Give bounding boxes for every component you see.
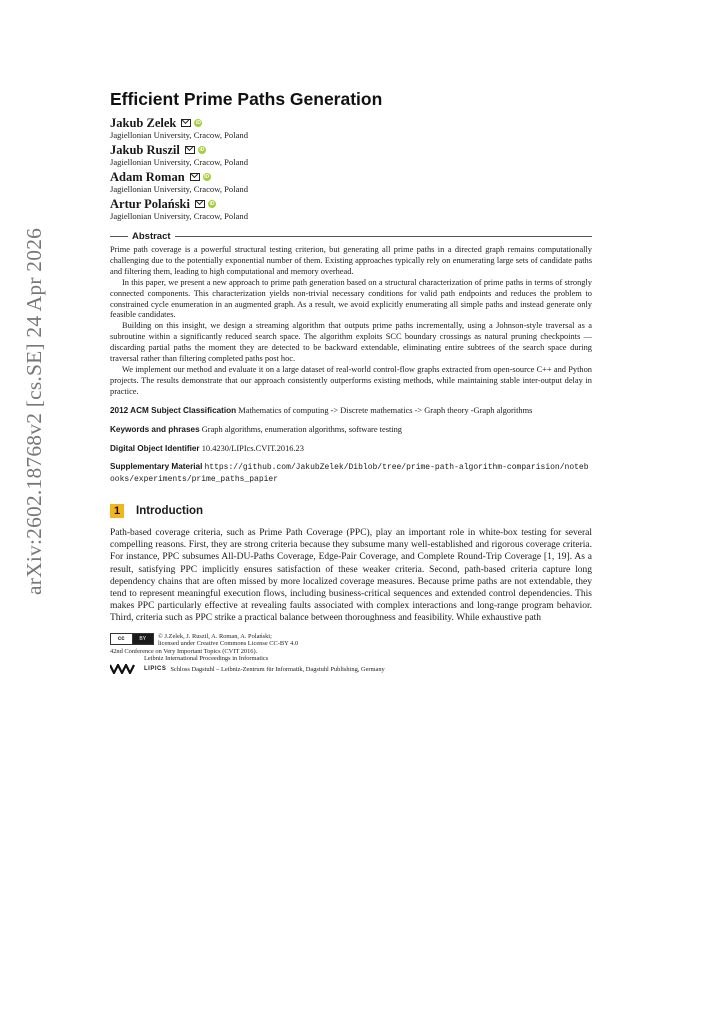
- license-footer: [110, 633, 592, 674]
- author-list: [110, 116, 592, 222]
- supplementary-label: Supplementary Material: [110, 462, 203, 472]
- doi: [110, 444, 592, 455]
- section-title: Introduction: [136, 505, 204, 518]
- section-number: 1: [110, 504, 124, 518]
- author-affiliation: Jagiellonian University, Cracow, Poland: [110, 184, 249, 194]
- abstract-paragraph: Prime path coverage is a powerful structural testing criterion, but generating all prime paths in a directed graph remains computationally challenging due to the potentially exponential number of them. Existing approaches typically rely on enumerating large sets of candidate paths and filtering them, leading to high computational and memory overhead.: [110, 245, 592, 276]
- doi-label: Digital Object Identifier: [110, 443, 200, 453]
- orcid-icon[interactable]: iD: [209, 201, 215, 207]
- by-icon: BY: [133, 634, 154, 644]
- introduction-paragraph: Path-based coverage criteria, such as Prime Path Coverage (PPC), play an important role in white-box testing for several compelling reasons. First, they are strong criteria because they subsume many well-established and rigorous coverage criteria. For instance, PPC subsumes All-DU-Paths Coverage, Edge-Pair Coverage, and Complete Round-Trip Coverage [1, 19]. As a result, satisfying PPC implicitly ensures satisfaction of these weaker criteria. Second, path-based criteria capture long dependency chains that are often missed by more localized coverage measures. Because prime paths are not extendable, they tend to represent meaningful execution flows, including business-critical sequences and extended control dependencies. This makes PPC particularly effective at revealing faults associated with complex interactions and long-range program behavior. Third, criteria such as PPC strike a practical balance between thoroughness and feasibility. While exhaustive path: [110, 528, 592, 623]
- author-affiliation: Jagiellonian University, Cracow, Poland: [110, 157, 249, 167]
- orcid-icon[interactable]: iD: [199, 147, 205, 153]
- series-line: Leibniz International Proceedings in Informatics: [144, 655, 269, 663]
- author-entry: [110, 143, 592, 168]
- abstract-header: [110, 231, 592, 242]
- acm-value: Mathematics of computing -> Discrete mathematics -> Graph theory -Graph algorithms: [238, 405, 533, 415]
- acm-label: 2012 ACM Subject Classification: [110, 405, 237, 415]
- abstract-title: Abstract: [132, 231, 171, 242]
- envelope-icon[interactable]: [181, 119, 191, 127]
- arxiv-id: arXiv:2602.18768v2 [cs.SE] 24 Apr 2026: [22, 227, 46, 595]
- section-heading: [110, 504, 592, 518]
- author-name: Adam Roman: [110, 170, 185, 184]
- author-affiliation: Jagiellonian University, Cracow, Poland: [110, 130, 249, 140]
- abstract-paragraph: We implement our method and evaluate it on a large dataset of real-world control-flow graphs extracted from open-source C++ and Python projects. The results demonstrate that our approach consistently outperforms existing methods, while maintaining stable inter-output delay in practice.: [110, 364, 592, 396]
- abstract-paragraph: Building on this insight, we design a streaming algorithm that outputs prime paths incrementally, using a Johnson-style traversal as a subroutine within a significantly reduced search space. The algorithm exploits SCC boundary crossings as natural pruning checkpoints — discarding partial paths the moment they are detected to be backward extendable, eliminating entire subtrees of the search space during traversal rather than filtering completed paths post hoc.: [110, 321, 592, 364]
- envelope-icon[interactable]: [185, 146, 195, 154]
- supplementary-link[interactable]: https://github.com/JakubZelek/Diblob/tree/prime-path-algorithm-comparision/notebooks/experiments/prime_paths_papier: [110, 463, 589, 485]
- orcid-icon[interactable]: iD: [204, 174, 210, 180]
- author-affiliation: Jagiellonian University, Cracow, Poland: [110, 211, 249, 221]
- supplementary-material: [110, 462, 592, 486]
- doi-value[interactable]: 10.4230/LIPIcs.CVIT.2016.23: [201, 443, 304, 453]
- abstract-paragraph: In this paper, we present a new approach to prime path generation based on a structural characterization of prime paths in terms of strongly connected components. This characterization yields non-trivial necessary conditions for valid path endpoints and reduces the problem to constrained cycle enumeration in an augmented graph. As a result, we avoid explicitly enumerating all simple paths and instead generate only feasible candidates.: [110, 277, 592, 320]
- page-content: [110, 89, 592, 674]
- lipics-name: LIPICS: [144, 666, 167, 673]
- license-line: licensed under Creative Commons License CC-BY 4.0: [158, 640, 299, 648]
- lipics-logo-icon: [110, 664, 140, 674]
- copyright-line: © J.Zelek, J. Ruszil, A. Roman, A. Polański;: [158, 632, 272, 640]
- author-name: Jakub Ruszil: [110, 143, 180, 157]
- author-name: Artur Polański: [110, 197, 190, 211]
- author-entry: [110, 116, 592, 141]
- cc-by-badge[interactable]: [110, 633, 154, 645]
- author-name: Jakub Zelek: [110, 116, 177, 130]
- keywords: [110, 425, 592, 436]
- author-entry: [110, 170, 592, 195]
- divider: [110, 236, 128, 237]
- conference-line: 42nd Conference on Very Important Topics (CVIT 2016).: [110, 647, 258, 655]
- author-entry: [110, 197, 592, 222]
- envelope-icon[interactable]: [190, 173, 200, 181]
- divider: [175, 236, 592, 237]
- orcid-icon[interactable]: iD: [195, 120, 201, 126]
- keywords-label: Keywords and phrases: [110, 424, 200, 434]
- cc-icon: cc: [111, 634, 133, 644]
- acm-classification: [110, 406, 592, 417]
- keywords-value: Graph algorithms, enumeration algorithms, software testing: [201, 424, 402, 434]
- abstract-body: [110, 245, 592, 398]
- paper-title: Efficient Prime Paths Generation: [110, 89, 383, 109]
- envelope-icon[interactable]: [195, 200, 205, 208]
- publisher-line: Schloss Dagstuhl – Leibniz-Zentrum für Informatik, Dagstuhl Publishing, Germany: [170, 666, 385, 674]
